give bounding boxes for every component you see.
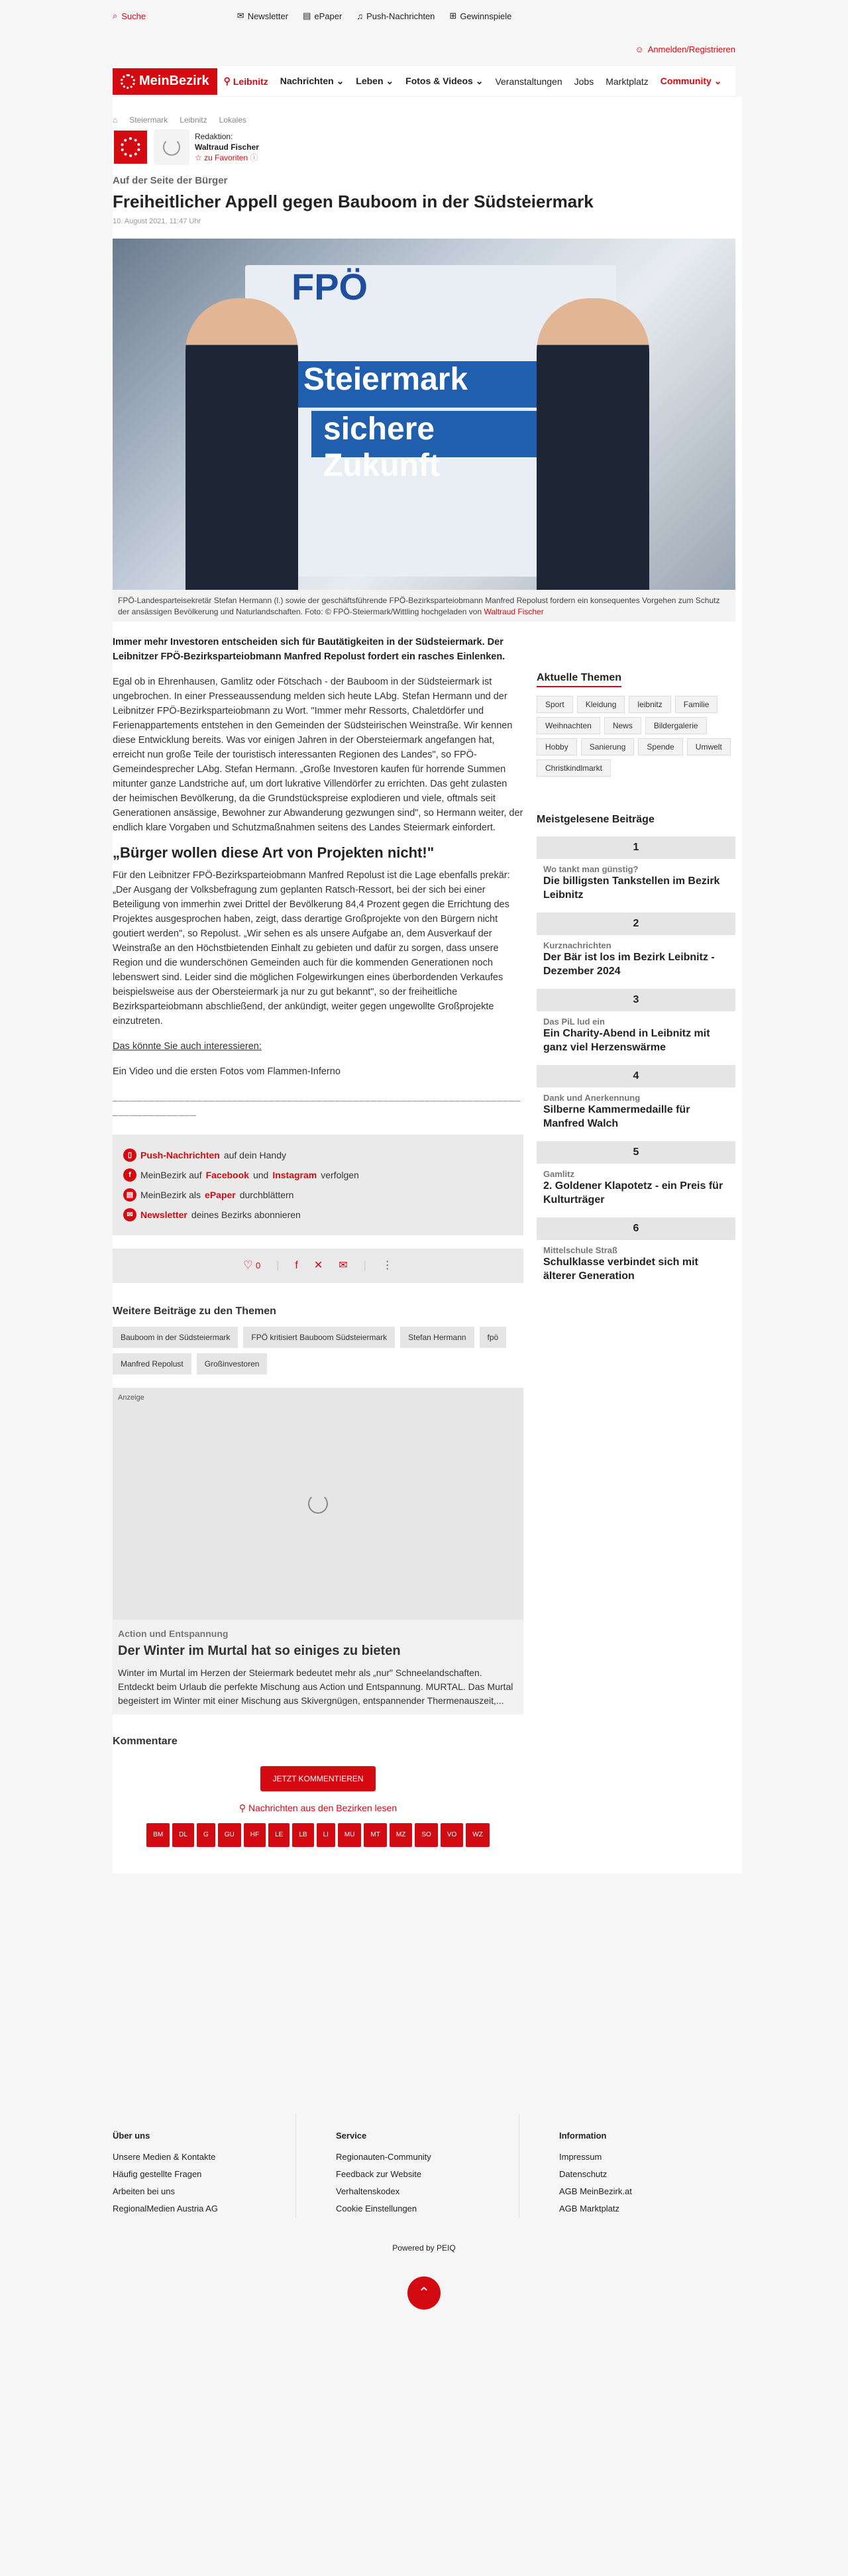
breadcrumb-steiermark[interactable]: Steiermark <box>129 115 168 125</box>
bezirk-pill[interactable]: HF <box>244 1823 266 1847</box>
publisher-logo[interactable] <box>113 129 148 165</box>
x-share-icon[interactable]: ✕ <box>313 1260 323 1271</box>
caption-uploader[interactable]: Waltraud Fischer <box>484 607 544 616</box>
chevron-down-icon: ⌄ <box>336 76 344 86</box>
top-utility-bar <box>0 0 848 32</box>
footer-link[interactable]: Arbeiten bei uns <box>113 2186 175 2196</box>
footer-col-service: Service Regionauten-Community Feedback zur Website Verhaltenskodex Cookie Einstellungen <box>295 2114 519 2217</box>
topic-tag[interactable]: Bildergalerie <box>645 717 707 734</box>
rank-badge: 5 <box>537 1141 735 1164</box>
tag[interactable]: Manfred Repolust <box>113 1353 191 1374</box>
bezirk-pill[interactable]: BM <box>146 1823 170 1847</box>
comment-button[interactable]: JETZT KOMMENTIEREN <box>260 1766 375 1791</box>
themen-tags <box>113 1327 523 1374</box>
tag[interactable]: Stefan Hermann <box>400 1327 474 1348</box>
image-caption: FPÖ-Landesparteisekretär Stefan Hermann (l.) sowie der geschäftsführende FPÖ-Bezirksparteiobmann Manfred Repolust fordern ein konsequentes Vorgehen zum Schutz der ansässigen Bevölkerung und Naturlandschaften. Foto: © FPÖ-Steiermark/Wittling hochgeladen von Waltraud Fischer <box>113 590 735 622</box>
footer-link[interactable]: Impressum <box>559 2152 602 2162</box>
breadcrumb <box>113 97 742 127</box>
person-right <box>537 298 649 590</box>
topic-tag[interactable]: leibnitz <box>629 696 670 713</box>
comments-heading: Kommentare <box>113 1736 178 1747</box>
footer-link[interactable]: Verhaltenskodex <box>336 2186 400 2196</box>
epaper-row[interactable]: ▤ MeinBezirk als ePaper durchblättern <box>123 1185 513 1205</box>
bezirk-pill[interactable]: WZ <box>466 1823 490 1847</box>
favorite-button[interactable]: ☆ zu Favoriten ⓘ <box>195 153 258 162</box>
most-read-item[interactable]: Wo tankt man günstig? Die billigsten Tankstellen im Bezirk Leibnitz <box>543 864 720 901</box>
ad-image[interactable] <box>113 1388 523 1620</box>
ad-kicker: Action und Entspannung <box>118 1628 229 1639</box>
footer-link[interactable]: Häufig gestellte Fragen <box>113 2169 202 2179</box>
article-page <box>113 97 742 1874</box>
tag[interactable]: FPÖ kritisiert Bauboom Südsteiermark <box>243 1327 395 1348</box>
bezirk-pill[interactable]: LE <box>268 1823 290 1847</box>
rank-badge: 2 <box>537 913 735 935</box>
sidebar <box>537 635 735 1874</box>
footer-col-info: Information Impressum Datenschutz AGB MeinBezirk.at AGB Marktplatz <box>519 2114 742 2217</box>
footer-link[interactable]: Unsere Medien & Kontakte <box>113 2152 216 2162</box>
tag[interactable]: Großinvestoren <box>197 1353 268 1374</box>
powered-by[interactable]: Powered by PEIQ <box>392 2243 456 2253</box>
footer-link[interactable]: RegionalMedien Austria AG <box>113 2204 218 2213</box>
scroll-to-top-button[interactable] <box>407 2276 441 2310</box>
bezirke-link[interactable]: ⚲ Nachrichten aus den Bezirken lesen <box>238 1803 398 1813</box>
banner-fpo-text: FPÖ <box>292 266 368 308</box>
most-read-item[interactable]: Dank und Anerkennung Silberne Kammermedaille für Manfred Walch <box>543 1093 690 1129</box>
star-icon: ☆ <box>195 153 202 162</box>
banner-line-2: sichere Zukunft <box>311 411 550 457</box>
hero-image[interactable] <box>113 239 735 590</box>
tag[interactable]: fpö <box>480 1327 507 1348</box>
divider: __________________________________________________________________________________ <box>113 1092 521 1117</box>
topic-tag[interactable]: Weihnachten <box>537 717 600 734</box>
footer-col-about: Über uns Unsere Medien & Kontakte Häufig gestellte Fragen Arbeiten bei uns RegionalMedien Austria AG <box>113 2114 295 2217</box>
article-body <box>113 635 523 1874</box>
topic-tag[interactable]: Hobby <box>537 738 577 756</box>
pin-icon: ⚲ <box>238 1803 246 1813</box>
newsletter-link[interactable]: ✉ Newsletter <box>237 11 289 21</box>
rank-badge: 3 <box>537 989 735 1011</box>
topic-tag[interactable]: Christkindlmarkt <box>537 759 611 777</box>
article-lead: Immer mehr Investoren entscheiden sich für Bautätigkeiten in der Südsteiermark. Der Leibnitzer FPÖ-Bezirksparteiobmann Manfred Repolust fordert ein rasches Einlenken. <box>113 637 505 662</box>
bell-icon: ♫ <box>356 11 364 21</box>
most-read-heading: Meistgelesene Beiträge <box>537 814 655 825</box>
push-row[interactable]: ▯ Push-Nachrichten auf dein Handy <box>123 1145 513 1165</box>
bezirk-pill[interactable]: GU <box>218 1823 241 1847</box>
page-title: Freiheitlicher Appell gegen Bauboom in der Südsteiermark <box>113 192 594 211</box>
bezirk-pill[interactable]: SO <box>415 1823 437 1847</box>
newsletter-row[interactable]: ✉ Newsletter deines Bezirks abonnieren <box>123 1205 513 1225</box>
epaper-link[interactable]: ▤ ePaper <box>303 11 343 21</box>
pin-icon: ⚲ <box>223 76 231 86</box>
themen-heading: Weitere Beiträge zu den Themen <box>113 1306 276 1317</box>
bezirk-pill[interactable]: VO <box>441 1823 463 1847</box>
footer-link[interactable]: Regionauten-Community <box>336 2152 431 2162</box>
ad-teaser[interactable] <box>113 1620 523 1714</box>
chevron-down-icon: ⌄ <box>475 76 484 86</box>
utility-links <box>237 11 512 21</box>
nav-leben[interactable]: Leben ⌄ <box>356 76 394 86</box>
bezirk-pill[interactable]: MU <box>338 1823 362 1847</box>
rank-badge: 4 <box>537 1065 735 1088</box>
bezirk-pill[interactable]: G <box>197 1823 215 1847</box>
topic-tag[interactable]: News <box>604 717 641 734</box>
ad-title: Der Winter im Murtal hat so einiges zu bieten <box>118 1644 401 1658</box>
bezirk-pill[interactable]: MT <box>364 1823 386 1847</box>
footer <box>113 2114 742 2217</box>
nav-community[interactable]: Community ⌄ <box>660 76 722 86</box>
ad-description: Winter im Murtal im Herzen der Steiermark bedeutet mehr als „nur" Schneelandschaften. Entdeckt beim Urlaub die perfekte Mischung aus Action und Entspannung. MURTAL. Das Murtal begeistert im Winter mit einer Mischung aus Skivergnügen, entspannender Thermenauszeit,... <box>118 1667 513 1706</box>
login-link[interactable]: ☺ Anmelden/Registrieren <box>635 44 735 54</box>
mail-share-icon[interactable]: ✉ <box>339 1260 348 1271</box>
rank-badge: 6 <box>537 1217 735 1240</box>
article-paragraph: Für den Leibnitzer FPÖ-Bezirksparteiobmann Manfred Repolust ist die Lage ebenfalls prekär: „Der Ausgang der Volksbefragung zum geplanten Ratsch-Ressort, bei der sich bei einer Beteiligung von immerhin zwei Drittel der Bevölkerung 84,4 Prozent gegen die Errichtung des Projektes ausgesprochen haben, zeigt, dass derartige Großprojekte von den Bürgern nicht goutiert werden", so Repolust. „Wir sehen es als unsere Aufgabe an, dem Ausverkauf der Weinstraße an den Höchstbietenden Einhalt zu gebieten und dafür zu sorgen, dass unsere Region und die wunderschönen Gemeinden auch für die kommenden Generationen noch lebenswert sind. Leider sind die möglichen Folgewirkungen eines überbordenden Verkaufes beispielsweise aus der Obersteiermark ja nur zu gut bekannt", so der freiheitliche Bezirksparteiobmann abschließend, der ankündigt, weiter gegen ungewollte Großprojekte einzutreten. <box>113 870 510 1027</box>
article-date: 10. August 2021, 11:47 Uhr <box>113 217 201 225</box>
bezirk-pill[interactable]: LI <box>317 1823 335 1847</box>
facebook-share-icon[interactable]: f <box>295 1260 298 1271</box>
topics-heading: Aktuelle Themen <box>537 672 735 684</box>
like-button[interactable]: ♡ 0 <box>243 1260 261 1271</box>
mail-icon: ✉ <box>237 11 244 21</box>
chevron-up-icon: ⌃ <box>417 2284 431 2301</box>
nav-veranstaltungen[interactable]: Veranstaltungen <box>495 76 562 87</box>
most-read-item[interactable]: Gamlitz 2. Goldener Klapotetz - ein Preis für Kulturträger <box>543 1169 723 1205</box>
newspaper-icon: ▤ <box>123 1188 136 1202</box>
social-row[interactable]: f MeinBezirk auf Facebook und Instagram verfolgen <box>123 1165 513 1185</box>
author-name[interactable]: Waltraud Fischer <box>195 142 259 152</box>
newspaper-icon: ▤ <box>303 11 311 21</box>
follow-box <box>113 1135 523 1235</box>
banner-line-1: Steiermark <box>292 361 570 408</box>
most-read-item[interactable]: Mittelschule Straß Schulklasse verbindet sich mit älterer Generation <box>543 1245 698 1282</box>
phone-icon: ▯ <box>123 1148 136 1162</box>
tag[interactable]: Bauboom in der Südsteiermark <box>113 1327 238 1348</box>
main-nav <box>113 66 735 97</box>
bezirk-pill[interactable]: MZ <box>390 1823 412 1847</box>
bezirk-pills <box>113 1823 523 1847</box>
nav-jobs[interactable]: Jobs <box>574 76 594 87</box>
rank-badge: 1 <box>537 836 735 859</box>
nav-marktplatz[interactable]: Marktplatz <box>606 76 649 87</box>
search-link[interactable]: ⌕ Suche <box>113 11 146 21</box>
article-kicker: Auf der Seite der Bürger <box>113 175 228 186</box>
user-icon: ☺ <box>635 44 644 54</box>
chevron-down-icon: ⌄ <box>386 76 394 86</box>
push-link[interactable]: ♫ Push-Nachrichten <box>356 11 435 21</box>
topic-tag[interactable]: Kleidung <box>577 696 625 713</box>
topic-tag[interactable]: Familie <box>675 696 718 713</box>
article-paragraph: Egal ob in Ehrenhausen, Gamlitz oder Fötschach - der Bauboom in der Südsteiermark ist ungebrochen. In einer Presseaussendung melden sich heute LAbg. Stefan Hermann und der Leibnitzer FPÖ-Bezirksparteiobmann zu Wort. "Immer mehr Ressorts, Chaletdörfer und Ferienappartements entstehen in den Gemeinden der Südsteirischen Weinstraße. Wir kennen diese Entwicklung bereits. Was vor einigen Jahren in der Obersteiermark angefangen hat, erreicht nun große Teile der touristisch interessanten Regionen des Landes", so FPÖ-Gemeindesprecher LAbg. Stefan Hermann. „Große Investoren kaufen für horrende Summen mitunter ganze Landstriche auf, um dort lukrative Villendörfer zu errichten. Das geht zulasten der heimischen Bevölkerung, da die Grundstückspreise explodieren und viele, oftmals seit Generationen ansässige, Bewohner zur Abwanderung gezwungen sind", so Hermann weiter, der endlich klare Vorgaben und Schutzmaßnahmen seitens des Landes Steiermark einfordert. <box>113 677 523 833</box>
topic-tag[interactable]: Sanierung <box>581 738 635 756</box>
article-subheading: „Bürger wollen diese Art von Projekten nicht!" <box>113 844 435 861</box>
gift-icon: ⊞ <box>449 11 457 21</box>
logo-flower-icon <box>121 74 135 89</box>
bezirk-pill[interactable]: DL <box>172 1823 194 1847</box>
person-left <box>186 298 298 590</box>
breadcrumb-leibnitz[interactable]: Leibnitz <box>180 115 207 125</box>
topics-tags <box>537 696 735 777</box>
footer-link[interactable]: AGB MeinBezirk.at <box>559 2186 632 2196</box>
bezirk-pill[interactable]: LB <box>292 1823 313 1847</box>
avatar[interactable] <box>154 129 189 165</box>
chevron-down-icon: ⌄ <box>714 76 722 86</box>
nav-fotos-videos[interactable]: Fotos & Videos ⌄ <box>405 76 484 86</box>
location-selector[interactable]: ⚲ Leibnitz <box>223 76 268 87</box>
info-icon: ⓘ <box>250 153 258 162</box>
footer-link[interactable]: Datenschutz <box>559 2169 608 2179</box>
footer-link[interactable]: AGB Marktplatz <box>559 2204 620 2213</box>
footer-link[interactable]: Feedback zur Website <box>336 2169 422 2179</box>
gewinnspiele-link[interactable]: ⊞ Gewinnspiele <box>449 11 512 21</box>
mail-icon: ✉ <box>123 1208 136 1221</box>
also-interesting-label: Das könnte Sie auch interessieren: <box>113 1041 262 1052</box>
most-read-item[interactable]: Das PiL lud ein Ein Charity-Abend in Leibnitz mit ganz viel Herzenswärme <box>543 1017 710 1053</box>
author-role: Redaktion: <box>195 132 233 141</box>
share-bar: ♡ 0 | f ✕ ✉ | ⋮ <box>113 1249 523 1283</box>
loading-spinner-icon <box>308 1494 328 1514</box>
nav-nachrichten[interactable]: Nachrichten ⌄ <box>280 76 344 86</box>
ad-label: Anzeige <box>118 1394 144 1402</box>
related-article-link[interactable]: Ein Video und die ersten Fotos vom Flammen-Inferno <box>113 1066 341 1077</box>
most-read-item[interactable]: Kurznachrichten Der Bär ist los im Bezirk Leibnitz - Dezember 2024 <box>543 940 715 977</box>
author-box <box>113 127 742 167</box>
topic-tag[interactable]: Umwelt <box>687 738 731 756</box>
footer-link[interactable]: Cookie Einstellungen <box>336 2204 417 2213</box>
meinbezirk-logo[interactable]: MeinBezirk <box>113 68 217 95</box>
breadcrumb-lokales[interactable]: Lokales <box>219 115 247 125</box>
topic-tag[interactable]: Spende <box>638 738 682 756</box>
facebook-icon: f <box>123 1168 136 1182</box>
more-options-icon[interactable]: ⋮ <box>382 1260 393 1271</box>
home-icon[interactable]: ⌂ <box>113 115 118 125</box>
topic-tag[interactable]: Sport <box>537 696 573 713</box>
search-icon: ⌕ <box>113 11 118 21</box>
